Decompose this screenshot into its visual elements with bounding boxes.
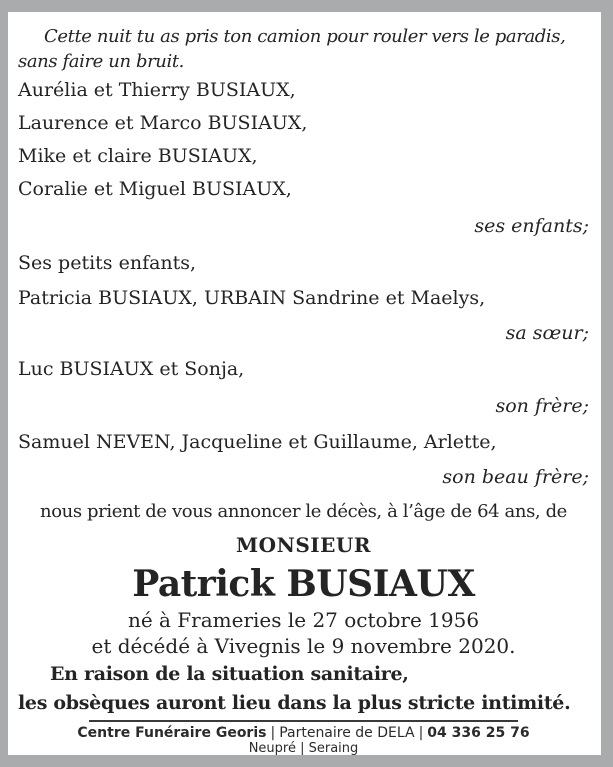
announcement-line: nous prient de vous annoncer le décès, à l’âge de 64 ans, de xyxy=(40,501,567,522)
funeral-home-name: Centre Funéraire Georis xyxy=(77,725,267,741)
deceased-name: Patrick BUSIAUX xyxy=(132,563,475,605)
death-line: et décédé à Vivegnis le 9 novembre 2020. xyxy=(91,634,516,658)
sister-line: Patricia BUSIAUX, URBAIN Sandrine et Maelys, xyxy=(18,287,486,309)
brother-line: Luc BUSIAUX et Sonja, xyxy=(18,358,245,380)
footer-separator: | xyxy=(270,725,276,741)
child-line: Mike et claire BUSIAUX, xyxy=(18,145,258,167)
child-line: Laurence et Marco BUSIAUX, xyxy=(18,112,308,134)
footer-separator: | xyxy=(418,725,424,741)
phone-number: 04 336 25 76 xyxy=(427,725,530,741)
epitaph-line: Cette nuit tu as pris ton camion pour rouler vers le paradis, xyxy=(44,26,566,47)
grandchildren-line: Ses petits enfants, xyxy=(18,252,197,274)
brother-in-law-line: Samuel NEVEN, Jacqueline et Guillaume, Arlette, xyxy=(18,431,497,453)
relation-label-sister: sa sœur; xyxy=(505,322,589,344)
mourning-notice-card xyxy=(8,12,601,755)
relation-label-brother: son frère; xyxy=(495,395,589,417)
covid-restriction-line: les obsèques auront lieu dans la plus stricte intimité. xyxy=(18,692,571,714)
covid-restriction-line: En raison de la situation sanitaire, xyxy=(50,663,409,685)
funeral-home-line xyxy=(18,725,589,742)
relation-label-children: ses enfants; xyxy=(474,215,589,237)
footer-divider xyxy=(89,720,518,722)
relation-label-brother-in-law: son beau frère; xyxy=(442,466,589,488)
civility-title: MONSIEUR xyxy=(236,533,371,557)
child-line: Coralie et Miguel BUSIAUX, xyxy=(18,178,292,200)
locations-line: Neupré | Seraing xyxy=(248,741,359,755)
birth-line: né à Frameries le 27 octobre 1956 xyxy=(127,608,480,632)
child-line: Aurélia et Thierry BUSIAUX, xyxy=(18,79,296,101)
partner-text: Partenaire de DELA xyxy=(279,725,415,741)
epitaph-line: sans faire un bruit. xyxy=(18,51,184,72)
